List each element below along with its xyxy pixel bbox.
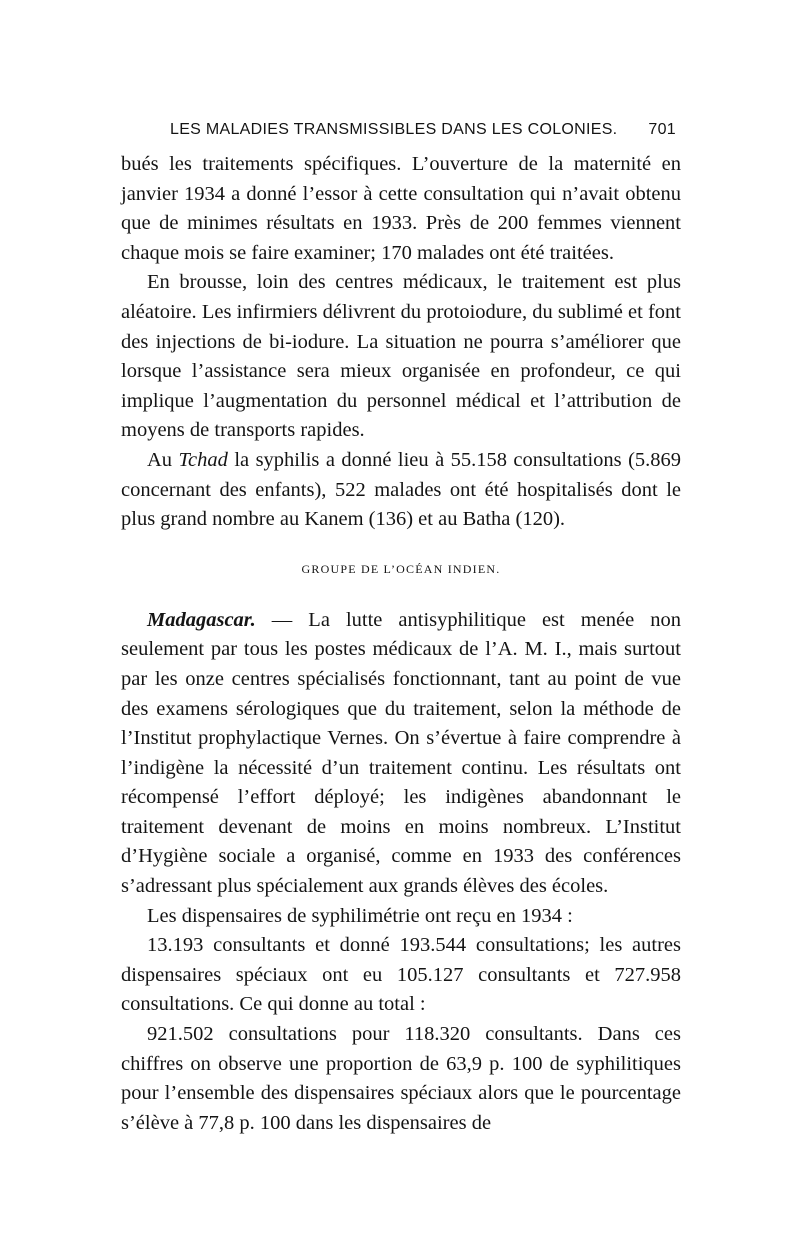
paragraph-dispensaires — [121, 902, 681, 932]
place-name-tchad: Tchad — [178, 448, 228, 471]
paragraph-text: — La lutte antisyphilitique est menée non seulement par tous les postes médicaux de l’A. M. I., mais surtout par les onze centres spécialisés fonctionnant, tant au point de vue des examens sérologiques que du traitement, selon la méthode de l’Institut prophylactique Vernes. On s’évertue à faire comprendre à l’indigène la nécessité d’un traitement continu. Les résultats ont récompensé l’effort déployé; les indigènes abandonnant le traitement devenant de moins en moins nombreux. L’Institut d’Hygiène sociale a organisé, comme en 1933 des conférences s’adressant plus spécialement aux grands élèves des écoles. — [121, 608, 681, 898]
body-text — [121, 150, 681, 1138]
running-head — [170, 117, 690, 143]
run-in-heading-madagascar: Madagascar. — [147, 608, 256, 631]
page-number: 701 — [648, 121, 676, 138]
paragraph-text: 921.502 consultations pour 118.320 consultants. Dans ces chiffres on observe une proportion de 63,9 p. 100 de syphilitiques pour l’ensemble des dispensaires spéciaux alors que le pourcentage s’élève à 77,8 p. 100 dans les dispensaires de — [121, 1023, 681, 1134]
paragraph-text: En brousse, loin des centres médicaux, le traitement est plus aléatoire. Les infirmiers délivrent du protoiodure, du sublimé et font des injections de bi-iodure. La situation ne pourra s’améliorer que lorsque l’assistance sera mieux organisée en profondeur, ce qui implique l’augmentation du personnel médical et l’attribution de moyens de transports rapides. — [121, 271, 681, 442]
paragraph-continued — [121, 150, 681, 268]
paragraph-lead: Au — [147, 448, 173, 471]
paragraph-brousse — [121, 268, 681, 446]
paragraph-text: la syphilis a donné lieu à 55.158 consultations (5.869 concernant des enfants), 522 malades ont été hospitalisés dont le plus grand nombre au Kanem (136) et au Batha (120). — [121, 448, 682, 531]
paragraph-tchad — [121, 446, 681, 535]
paragraph-text: Les dispensaires de syphilimétrie ont reçu en 1934 : — [147, 904, 573, 927]
paragraph-consultants — [121, 931, 681, 1020]
section-heading: GROUPE DE L’OCÉAN INDIEN. — [301, 561, 501, 576]
running-head-title: LES MALADIES TRANSMISSIBLES DANS LES COLONIES. — [170, 121, 618, 138]
paragraph-text: bués les traitements spécifiques. L’ouverture de la maternité en janvier 1934 a donné l’essor à cette consultation qui n’avait obtenu que de minimes résultats en 1933. Près de 200 femmes viennent chaque mois se faire examiner; 170 malades ont été traitées. — [121, 153, 681, 264]
paragraph-total — [121, 1020, 681, 1138]
paragraph-madagascar — [121, 606, 681, 902]
paragraph-text: 13.193 consultants et donné 193.544 consultations; les autres dispensaires spéciaux ont eu 105.127 consultants et 727.958 consultations. Ce qui donne au total : — [121, 934, 681, 1016]
